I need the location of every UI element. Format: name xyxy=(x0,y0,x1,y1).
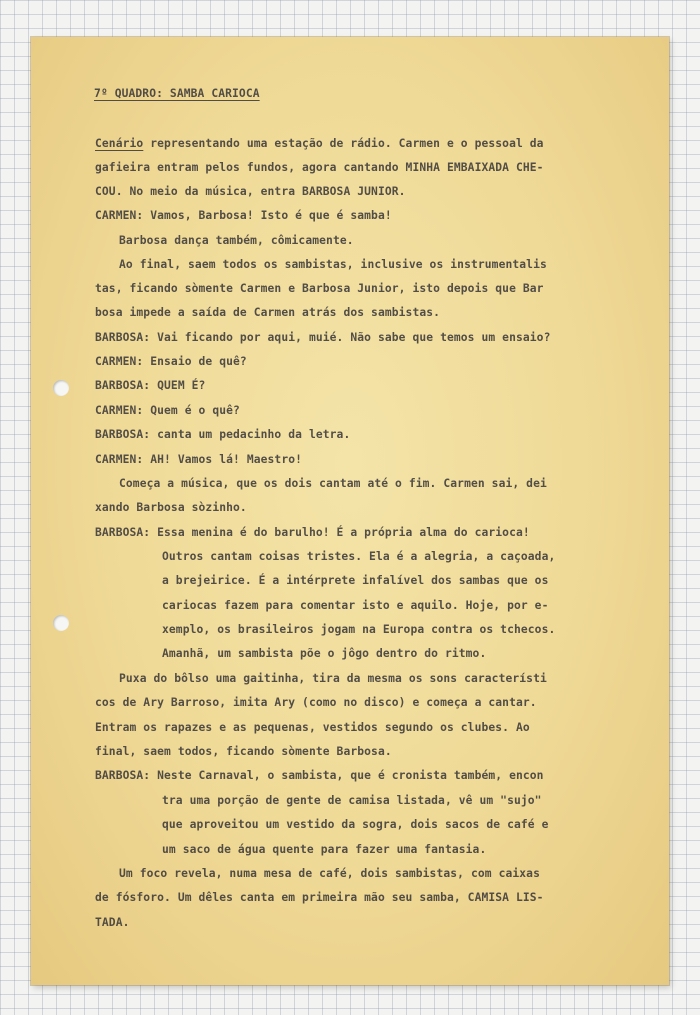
text-line: tra uma porção de gente de camisa listada, vê um "sujo" xyxy=(162,794,542,807)
page-title: 7º QUADRO: SAMBA CARIOCA xyxy=(94,87,260,100)
text-line: Um foco revela, numa mesa de café, dois sambistas, com caixas xyxy=(119,867,540,880)
text-line: um saco de água quente para fazer uma fantasia. xyxy=(162,843,487,856)
text-line: Ao final, saem todos os sambistas, inclusive os instrumentalis xyxy=(119,258,547,271)
text-line: BARBOSA: QUEM É? xyxy=(95,379,206,392)
text-line: CARMEN: Vamos, Barbosa! Isto é que é samba! xyxy=(95,209,392,222)
page-text xyxy=(31,37,669,985)
text-line: xando Barbosa sòzinho. xyxy=(95,501,247,514)
text-line: COU. No meio da música, entra BARBOSA JUNIOR. xyxy=(95,185,406,198)
text-line: cos de Ary Barroso, imita Ary (como no disco) e começa a cantar. xyxy=(95,696,537,709)
underlined-word: Cenário xyxy=(95,137,144,150)
text-line: Começa a música, que os dois cantam até o fim. Carmen sai, dei xyxy=(119,477,547,490)
text-line: bosa impede a saída de Carmen atrás dos sambistas. xyxy=(95,306,441,319)
typewritten-page xyxy=(31,37,669,985)
text-line: CARMEN: Ensaio de quê? xyxy=(95,355,247,368)
text-line: que aproveitou um vestido da sogra, dois sacos de café e xyxy=(162,818,549,831)
text-line: gafieira entram pelos fundos, agora cantando MINHA EMBAIXADA CHE- xyxy=(95,161,544,174)
text-line: a brejeirice. É a intérprete infalível dos sambas que os xyxy=(162,574,549,587)
text-line: Entram os rapazes e as pequenas, vestidos segundo os clubes. Ao xyxy=(95,721,530,734)
text-line: BARBOSA: Vai ficando por aqui, muié. Não sabe que temos um ensaio? xyxy=(95,331,551,344)
text-line: CARMEN: Quem é o quê? xyxy=(95,404,240,417)
text-line: Barbosa dança também, cômicamente. xyxy=(119,234,354,247)
text-line: Puxa do bôlso uma gaitinha, tira da mesma os sons característi xyxy=(119,672,547,685)
text-line: tas, ficando sòmente Carmen e Barbosa Junior, isto depois que Bar xyxy=(95,282,544,295)
text-line: final, saem todos, ficando sòmente Barbosa. xyxy=(95,745,392,758)
text-line: Cenário representando uma estação de rádio. Carmen e o pessoal da xyxy=(95,137,544,150)
text-line: CARMEN: AH! Vamos lá! Maestro! xyxy=(95,453,303,466)
text-line: BARBOSA: canta um pedacinho da letra. xyxy=(95,428,351,441)
text-line: de fósforo. Um dêles canta em primeira mão seu samba, CAMISA LIS- xyxy=(95,891,544,904)
text-line: BARBOSA: Essa menina é do barulho! É a própria alma do carioca! xyxy=(95,526,530,539)
text-line: Outros cantam coisas tristes. Ela é a alegria, a caçoada, xyxy=(162,550,556,563)
text-line: xemplo, os brasileiros jogam na Europa contra os tchecos. xyxy=(162,623,556,636)
text-line: BARBOSA: Neste Carnaval, o sambista, que é cronista também, encon xyxy=(95,769,544,782)
text-line: TADA. xyxy=(95,916,130,929)
text-line: Amanhã, um sambista põe o jôgo dentro do ritmo. xyxy=(162,647,487,660)
text-line: cariocas fazem para comentar isto e aquilo. Hoje, por e- xyxy=(162,599,549,612)
